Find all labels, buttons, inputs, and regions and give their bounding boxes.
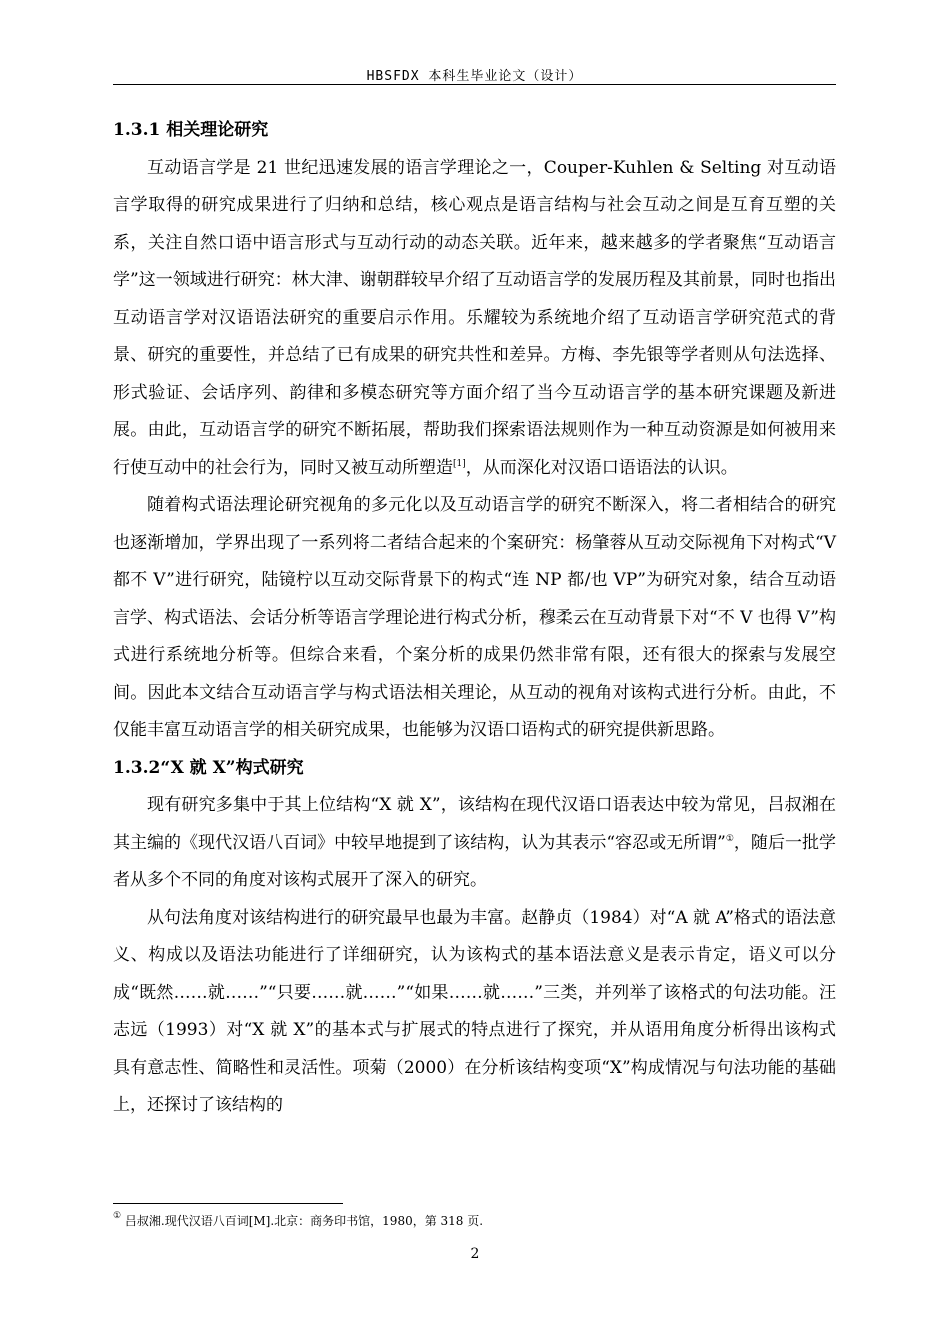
paragraph-text: 互动语言学是 21 世纪迅速发展的语言学理论之一，Couper-Kuhlen & Selting 对互动语言学取得的研究成果进行了归纳和总结，核心观点是语言结构与社会互动之间是互育互塑的关系，关注自然口语中语言形式与互动行动的动态关联。近年来，越来越多的学者聚焦“互动语言学”这一领域进行研究：林大津、谢朝群较早介绍了互动语言学的发展历程及其前景，同时也指出互动语言学对汉语语法研究的重要启示作用。乐耀较为系统地介绍了互动语言学研究范式的背景、研究的重要性，并总结了已有成果的研究共性和差异。方梅、李先银等学者则从句法选择、形式验证、会话序列、韵律和多模态研究等方面介绍了当今互动语言学的基本研究课题及新进展。由此，互动语言学的研究不断拓展，帮助我们探索语法规则作为一种互动资源是如何被用来行使互动中的社会行为，同时又被互动所塑造 <box>113 157 836 478</box>
footnote <box>113 1212 836 1230</box>
section-heading-1-3-2: 1.3.2“X 就 X”构式研究 <box>113 757 304 778</box>
paragraph-text: ，随后一批学者从多个不同的角度对该构式展开了深入的研究。 <box>113 832 836 890</box>
paragraph-construction-grammar: 随着构式语法理论研究视角的多元化以及互动语言学的研究不断深入，将二者相结合的研究也逐渐增加，学界出现了一系列将二者结合起来的个案研究：杨肇蓉从互动交际视角下对构式“V 都不 V”进行研究，陆镜柠以互动交际背景下的构式“连 NP 都/也 VP”为研究对象，结合互动语言学、构式语法、会话分析等语言学理论进行构式分析，穆柔云在互动背景下对“不 V 也得 V”构式进行系统地分析等。但综合来看，个案分析的成果仍然非常有限，还有很大的探索与发展空间。因此本文结合互动语言学与构式语法相关理论，从互动的视角对该构式进行分析。由此，不仅能丰富互动语言学的相关研究成果，也能够为汉语口语构式的研究提供新思路。 <box>113 495 836 740</box>
body-text <box>113 112 836 1125</box>
paragraph-syntax-studies: 从句法角度对该结构进行的研究最早也最为丰富。赵静贞（1984）对“A 就 A”格式的语法意义、构成以及语法功能进行了详细研究，认为该构式的基本语法意义是表示肯定，语义可以分成“既然……就……”“只要……就……”“如果……就……”三类，并列举了该格式的句法功能。汪志远（1993）对“X 就 X”的基本式与扩展式的特点进行了探究，并从语用角度分析得出该构式具有意志性、简略性和灵活性。项菊（2000）在分析该结构变项“X”构成情况与句法功能的基础上，还探讨了该结构的 <box>113 907 836 1115</box>
paragraph-x-jiu-x-overview <box>113 787 836 900</box>
footnote-rule <box>113 1203 343 1204</box>
paragraph-text: ，从而深化对汉语口语语法的认识。 <box>465 457 738 478</box>
footnote-ref: ① <box>725 833 734 844</box>
paragraph-interactive-linguistics <box>113 150 836 488</box>
footnote-mark: ① <box>113 1211 122 1221</box>
header-rule <box>113 84 836 85</box>
footnote-text: 吕叔湘.现代汉语八百词[M].北京：商务印书馆，1980，第 318 页. <box>121 1214 484 1228</box>
paragraph-text: 现有研究多集中于其上位结构“X 就 X”，该结构在现代汉语口语表达中较为常见，吕叔湘在其主编的《现代汉语八百词》中较早地提到了该结构，认为其表示“容忍或无所谓” <box>113 795 836 853</box>
citation-ref: [1] <box>453 458 466 469</box>
running-header: HBSFDX 本科生毕业论文（设计） <box>366 69 583 84</box>
section-heading-1-3-1: 1.3.1 相关理论研究 <box>113 120 269 140</box>
page-number: 2 <box>470 1246 480 1262</box>
